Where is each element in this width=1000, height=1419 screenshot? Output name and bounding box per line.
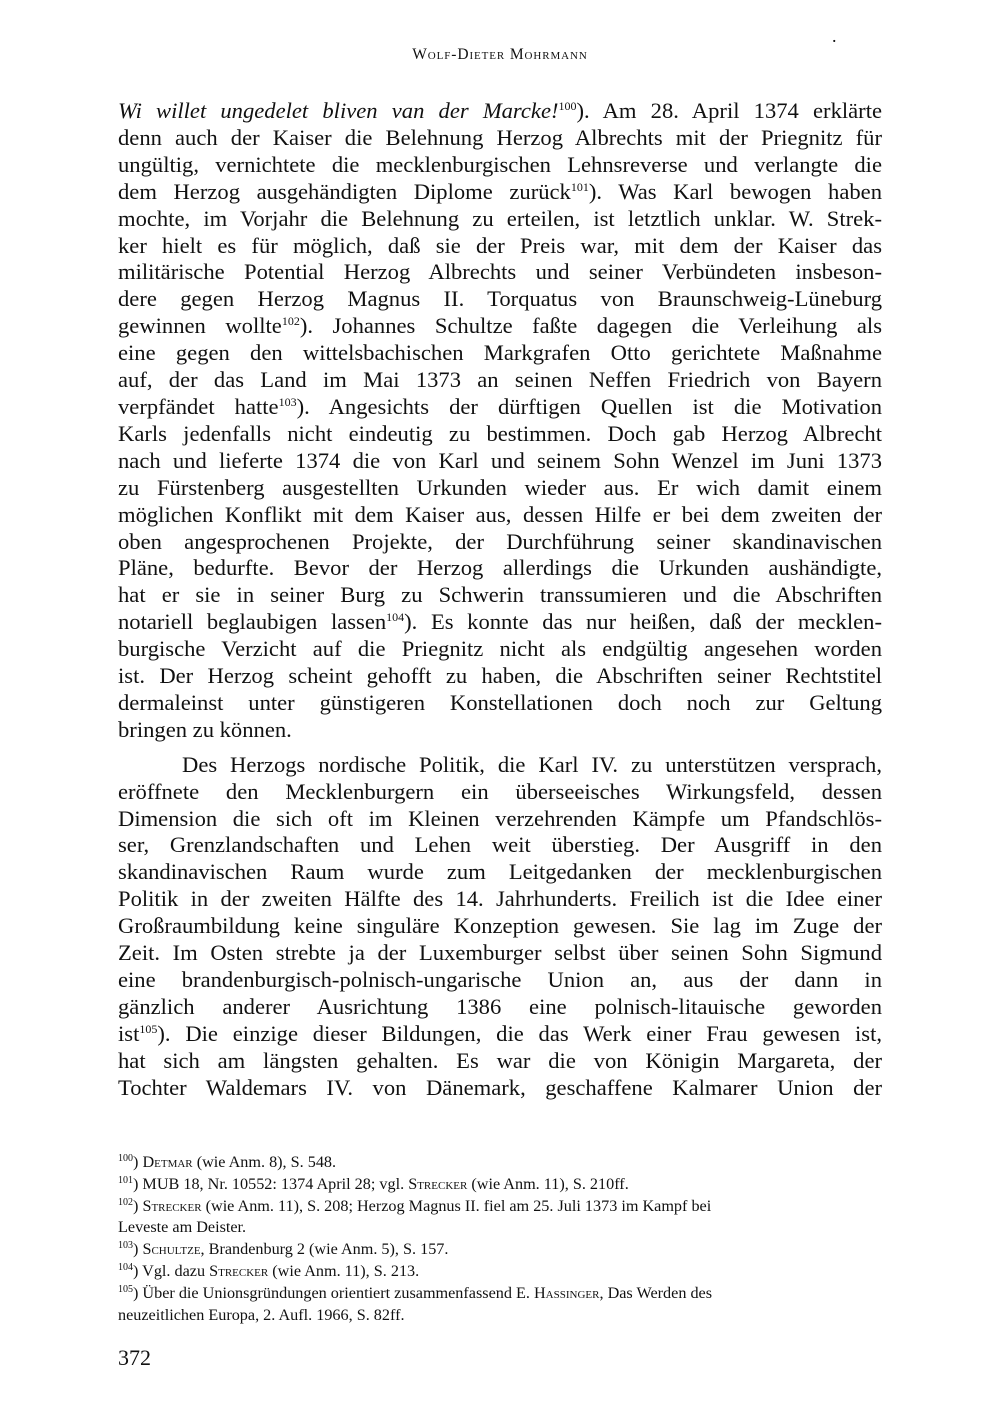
footnote-number: 105 [118,1283,133,1295]
text-line: ser, Grenzlandschaften und Lehen weit überstieg. Der Ausgriff in den [118,832,882,858]
text-line: skandinavischen Raum wurde zum Leitgedanken der mecklenburgischen [118,859,882,885]
running-header: Wolf-Dieter Mohrmann [412,46,588,63]
text-line: hat sich am längsten gehalten. Es war die von Königin Margareta, der [118,1047,882,1073]
paragraph [118,98,882,744]
text-line: zu Fürstenberg ausgestellten Urkunden wieder aus. Er wich damit einem [118,474,882,500]
text-line: ker hielt es für möglich, daß sie der Preis war, mit dem der Kaiser das [118,232,882,258]
text-line: Großraumbildung keine singuläre Konzeption gewesen. Sie lag im Zuge der [118,913,882,939]
footnote-ref[interactable]: 103 [278,394,297,409]
footnote: $^{104}$) Vgl. dazu Strecker (wie Anm. 11), S. 213. [118,1261,420,1280]
footnote: $^{105}$) Über die Unionsgründungen orientiert zusammenfassend E. Hassinger, Das Werden des [118,1283,713,1302]
paragraph [118,752,882,1102]
footnote-number: 103 [118,1240,133,1252]
text-line: ungültig, vernichtete die mecklenburgischen Lehnsreverse und verlangte die [118,151,882,177]
page-number: 372 [118,1345,151,1370]
text-line: nach und lieferte 1374 die von Karl und seinem Sohn Wenzel im Juni 1373 [118,447,882,473]
text-line: eine brandenburgisch-polnisch-ungarische Union an, aus der dann in [118,967,882,992]
text-line: militärische Potential Herzog Albrechts und seiner Verbündeten insbeson- [118,259,882,285]
text-line: hat er sie in seiner Burg zu Schwerin transsumieren und die Abschriften [118,582,882,608]
text-line: verpfändet hatte$^{103}$). Angesichts der dürftigen Quellen ist die Motivation [118,393,883,419]
text-line: denn auch der Kaiser die Belehnung Herzog Albrechts mit der Priegnitz für [118,124,882,150]
footnote-ref[interactable]: 105 [139,1021,158,1036]
text-line: notariell beglaubigen lassen$^{104}$). Es konnte das nur heißen, daß der mecklen- [118,609,882,635]
footnote-ref[interactable]: 100 [558,99,577,113]
text-line: gänzlich anderer Ausrichtung 1386 eine polnisch-litauische geworden [118,993,882,1019]
text-line: Wi willet ungedelet bliven van der Marcke!$^{100}$). Am 28. April 1374 erklärte [118,98,882,123]
footnote: $^{102}$) Strecker (wie Anm. 11), S. 208; Herzog Magnus II. fiel am 25. Juli 1373 im Kampf bei [118,1196,712,1215]
footnote-number: 101 [118,1174,133,1186]
footnote: neuzeitlichen Europa, 2. Aufl. 1966, S. 82ff. [118,1305,405,1324]
text-line: ist. Der Herzog scheint gehofft zu haben, die Abschriften seiner Rechtstitel [118,663,882,689]
footnote-ref[interactable]: 101 [570,179,589,194]
text-line: Dimension die sich oft im Kleinen verzehrenden Kämpfe um Pfandschlös- [118,805,882,831]
footnote: Leveste am Deister. [118,1218,247,1237]
footnote-number: 104 [118,1261,133,1273]
text-line: burgische Verzicht auf die Priegnitz nicht als endgültig angesehen worden [118,636,882,662]
footnotes [118,1152,882,1326]
footnote: $^{103}$) Schultze, Brandenburg 2 (wie Anm. 5), S. 157. [118,1240,449,1259]
text-line: ist$^{105}$). Die einzige dieser Bildungen, die das Werk einer Frau gewesen ist, [118,1020,882,1046]
text-line: dem Herzog ausgehändigten Diplome zurück$^{101}$). Was Karl bewogen haben [118,178,882,204]
text-line: bringen zu können. [118,716,292,742]
text-line: eine gegen den wittelsbachischen Markgrafen Otto gerichtete Maßnahme [118,340,882,366]
body-text [118,98,882,1102]
footnote: $^{101}$) MUB 18, Nr. 10552: 1374 April 28; vgl. Strecker (wie Anm. 11), S. 210ff. [118,1174,629,1193]
text-line: eröffnete den Mecklenburgern ein überseeisches Wirkungsfeld, dessen [118,778,882,804]
footnote: $^{100}$) Detmar (wie Anm. 8), S. 548. [118,1153,337,1171]
footnote-number: 100 [118,1153,133,1164]
text-line: Politik in der zweiten Hälfte des 14. Jahrhunderts. Freilich ist die Idee einer [118,886,882,912]
text-line: möglichen Konflikt mit dem Kaiser aus, dessen Hilfe er bei dem zweiten der [118,501,882,527]
text-line: Des Herzogs nordische Politik, die Karl IV. zu unterstützen versprach, [182,751,882,777]
text-line: Pläne, bedurfte. Bevor der Herzog allerdings die Urkunden aushändigte, [118,555,882,581]
page-mark: . [832,26,837,46]
text-line: dere gegen Herzog Magnus II. Torquatus von Braunschweig-Lüneburg [118,286,882,312]
text-line: dermaleinst unter günstigeren Konstellationen doch noch zur Geltung [118,689,882,715]
footnote-ref[interactable]: 102 [281,314,300,329]
footnote-number: 102 [118,1196,133,1208]
footnote-ref[interactable]: 104 [386,610,405,625]
text-line: oben angesprochenen Projekte, der Durchführung seiner skandinavischen [118,528,882,554]
text-line: auf, der das Land im Mai 1373 an seinen Neffen Friedrich von Bayern [118,367,882,393]
text-line: gewinnen wollte$^{102}$). Johannes Schultze faßte dagegen die Verleihung als [118,313,882,339]
text-line: Karls jedenfalls nicht eindeutig zu bestimmen. Doch gab Herzog Albrecht [118,420,882,446]
text-line: Tochter Waldemars IV. von Dänemark, geschaffene Kalmarer Union der [118,1074,882,1100]
text-line: mochte, im Vorjahr die Belehnung zu erteilen, ist letztlich unklar. W. Strek- [118,205,882,231]
text-line: Zeit. Im Osten strebte ja der Luxemburger selbst über seinen Sohn Sigmund [118,940,882,966]
